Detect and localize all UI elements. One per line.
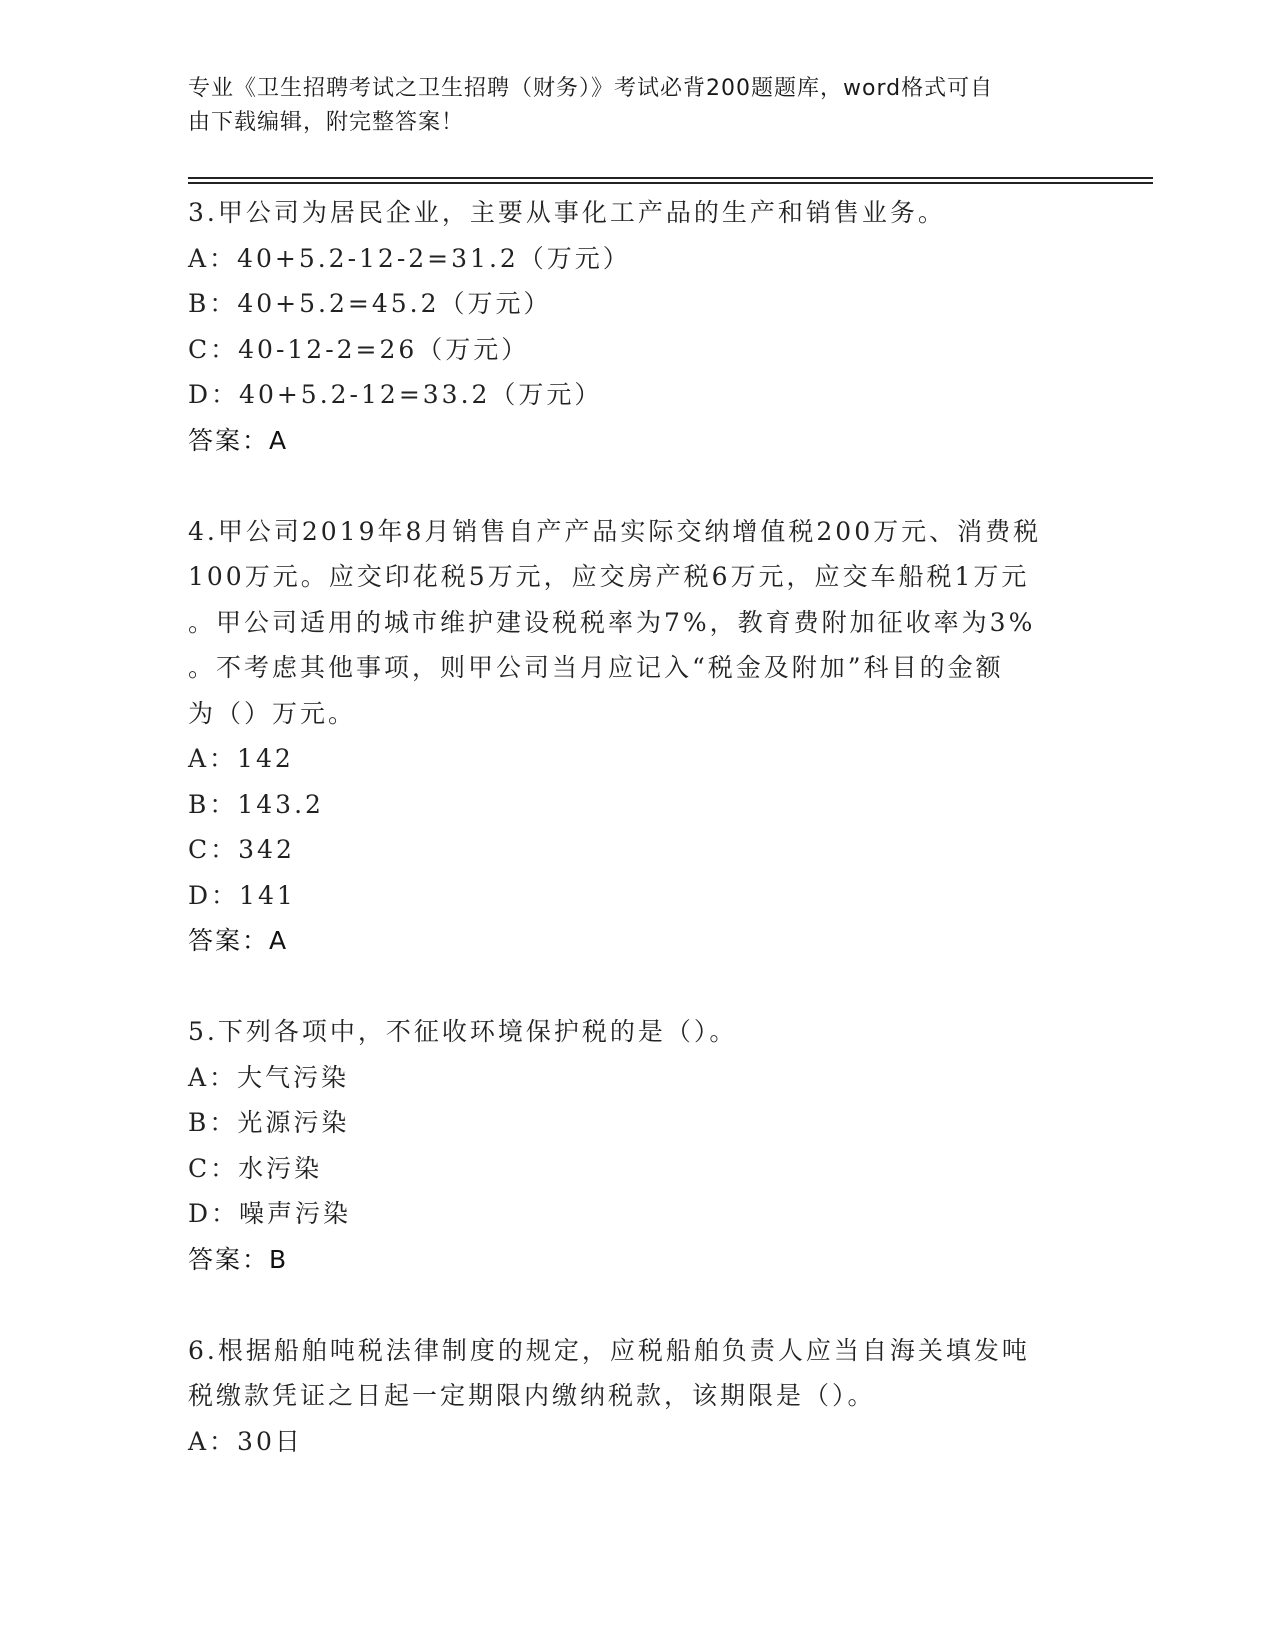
option-c: C：342: [188, 835, 295, 864]
spacer: [188, 463, 1088, 509]
option-a: A：大气污染: [188, 1062, 350, 1092]
question-6: [188, 1328, 1088, 1465]
question-3: [188, 190, 1088, 463]
header-divider-bottom: [188, 182, 1153, 184]
option-d: D：141: [188, 880, 296, 910]
option-b: B：40+5.2=45.2（万元）: [188, 289, 552, 318]
answer: 答案：A: [188, 926, 289, 955]
question-stem: 100万元。应交印花税5万元，应交房产税6万元，应交车船税1万元: [188, 562, 1030, 591]
spacer: [188, 964, 1088, 1010]
answer: 答案：B: [188, 1244, 289, 1274]
question-stem: 5.下列各项中，不征收环境保护税的是（）。: [188, 1017, 738, 1046]
question-stem: 。不考虑其他事项，则甲公司当月应记入“税金及附加”科目的金额: [188, 653, 1004, 682]
spacer: [188, 1282, 1088, 1328]
question-stem: 6.根据船舶吨税法律制度的规定，应税船舶负责人应当自海关填发吨: [188, 1335, 1030, 1365]
answer: 答案：A: [188, 425, 289, 455]
question-5: [188, 1009, 1088, 1282]
question-stem: 税缴款凭证之日起一定期限内缴纳税款，该期限是（）。: [188, 1381, 876, 1410]
header-divider-top: [188, 177, 1153, 179]
question-stem: 4.甲公司2019年8月销售自产产品实际交纳增值税200万元、消费税: [188, 516, 1042, 546]
document-header: [188, 72, 1068, 140]
option-b: B：143.2: [188, 789, 324, 819]
option-d: D：40+5.2-12=33.2（万元）: [188, 380, 603, 409]
option-c: C：40-12-2=26（万元）: [188, 334, 530, 364]
question-stem: 3.甲公司为居民企业，主要从事化工产品的生产和销售业务。: [188, 198, 946, 227]
question-list: [188, 190, 1088, 1464]
header-line-1: 专业《卫生招聘考试之卫生招聘（财务）》考试必背200题题库，word格式可自: [188, 76, 994, 101]
option-b: B：光源污染: [188, 1108, 350, 1137]
question-stem: 。甲公司适用的城市维护建设税税率为7%，教育费附加征收率为3%: [188, 607, 1036, 637]
option-a: A：40+5.2-12-2=31.2（万元）: [188, 243, 631, 273]
question-stem: 为（）万元。: [188, 698, 357, 728]
option-a: A：142: [188, 744, 294, 773]
option-a: A：30日: [188, 1426, 303, 1456]
option-c: C：水污染: [188, 1153, 323, 1183]
header-line-2: 由下载编辑，附完整答案！: [188, 110, 465, 135]
option-d: D：噪声污染: [188, 1199, 352, 1228]
question-4: [188, 509, 1088, 964]
